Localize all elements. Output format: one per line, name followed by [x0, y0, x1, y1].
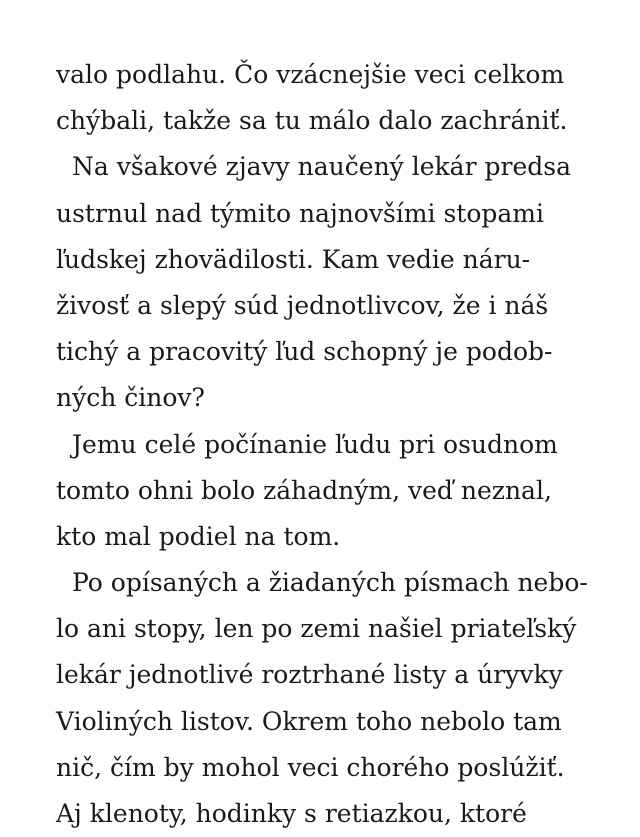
paragraph — [56, 422, 596, 561]
text-line: ľudskej zhovädilosti. Kam vedie náru- — [56, 244, 531, 274]
text-line: Jemu celé počínanie ľudu pri osudnom — [72, 429, 558, 459]
paragraph — [56, 560, 596, 837]
text-line: chýbali, takže sa tu málo dalo zachrániť. — [56, 106, 568, 136]
text-line: valo podlahu. Čo vzácnejšie veci celkom — [56, 60, 565, 89]
text-line: tichý a pracovitý ľud schopný je podob- — [56, 337, 553, 367]
text-line: nič, čím by mohol veci chorého poslúžiť. — [56, 752, 565, 782]
text-line: Po opísaných a žiadaných písmach nebo- — [72, 568, 588, 598]
text-line: lo ani stopy, len po zemi našiel priateľský — [56, 614, 577, 644]
paragraph — [56, 52, 596, 144]
text-line: ných činov? — [56, 383, 205, 413]
text-line: Aj klenoty, hodinky s retiazkou, ktoré — [56, 799, 527, 828]
text-line: Na všakové zjavy naučený lekár predsa — [72, 152, 571, 182]
text-line: živosť a slepý súd jednotlivcov, že i náš — [56, 290, 549, 320]
paragraph — [56, 144, 596, 421]
text-line: ustrnul nad týmito najnovšími stopami — [56, 198, 544, 228]
book-page-text — [56, 52, 596, 837]
text-line: kto mal podiel na tom. — [56, 521, 341, 551]
text-line: tomto ohni bolo záhadným, veď neznal, — [56, 475, 552, 505]
text-line: lekár jednotlivé roztrhané listy a úryvky — [56, 660, 563, 690]
text-line: Violiných listov. Okrem toho nebolo tam — [56, 706, 562, 736]
